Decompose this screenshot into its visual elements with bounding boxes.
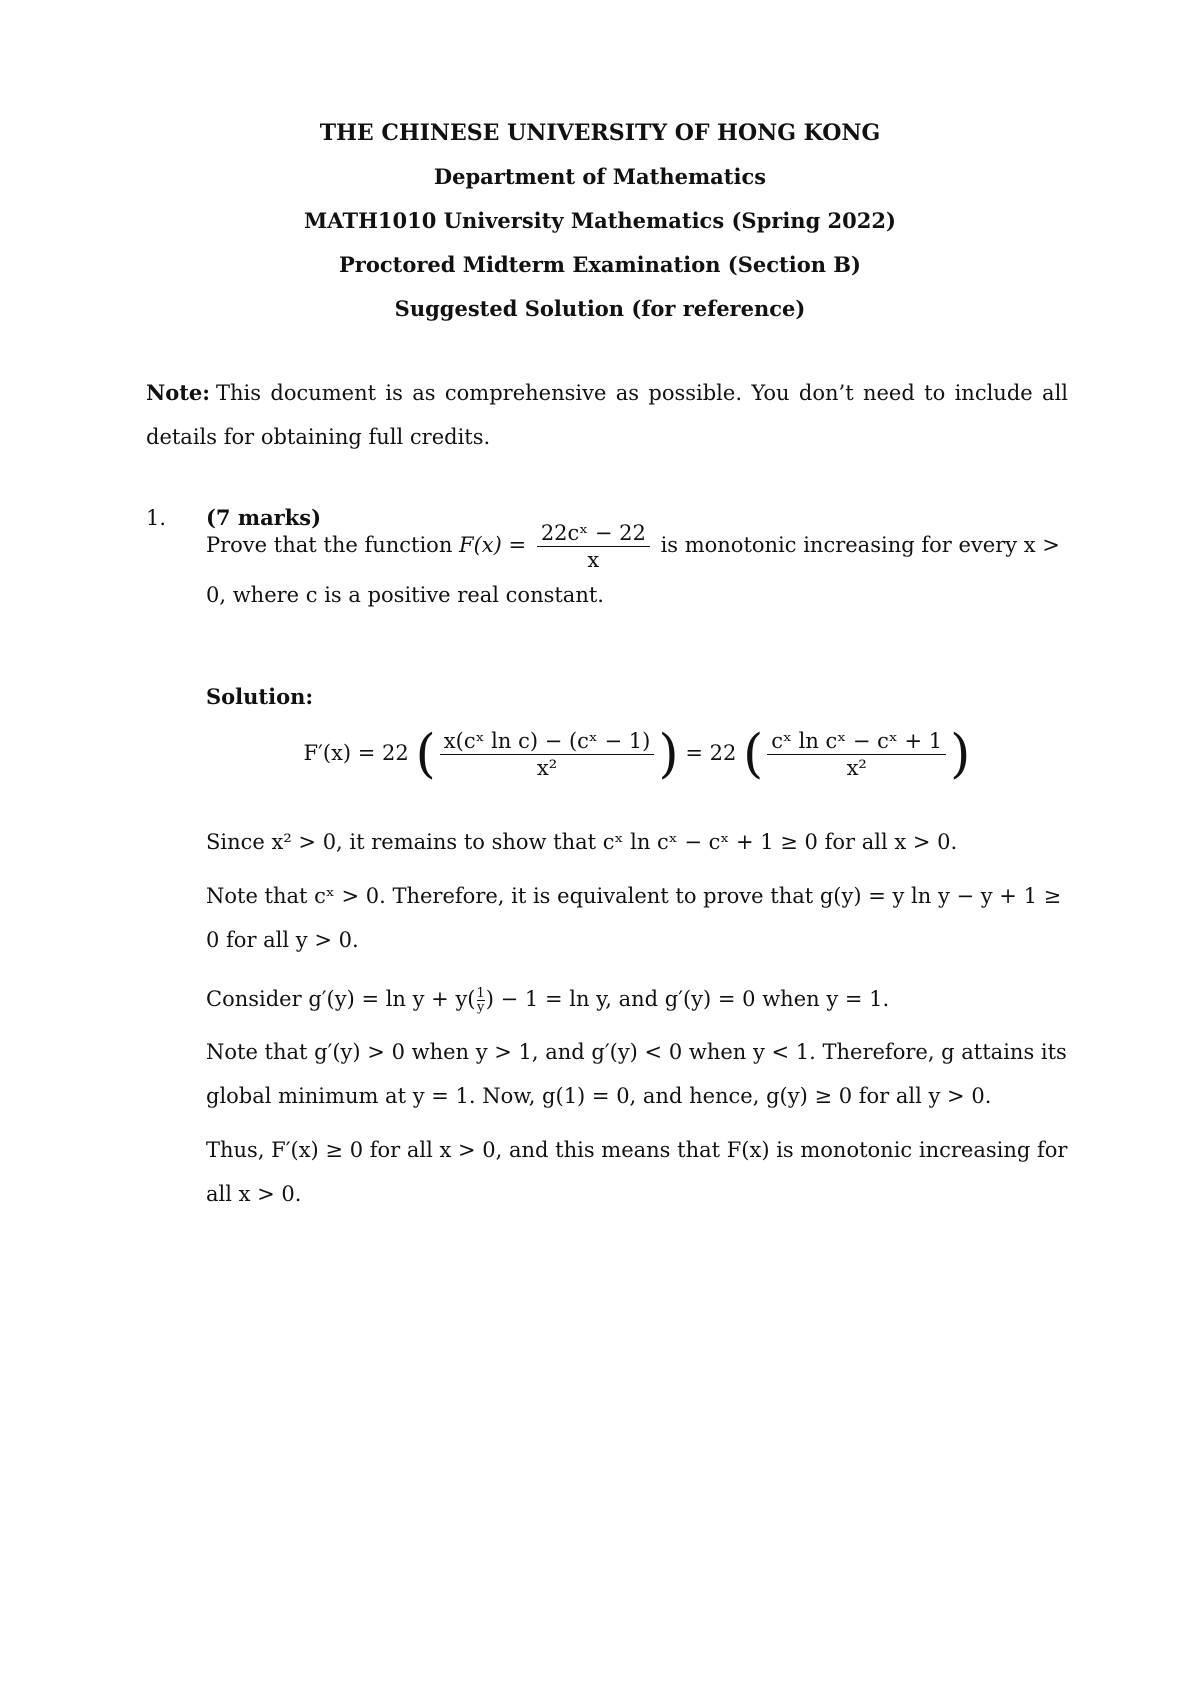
question-marks: (7 marks) [206, 505, 322, 530]
solution-step-5: Thus, F′(x) ≥ 0 for all x > 0, and this means that F(x) is monotonic increasing for all x > 0. [206, 1138, 1068, 1206]
question-1-statement [206, 520, 1068, 617]
left-paren: ( [743, 724, 764, 785]
solution-step-4: Note that g′(y) > 0 when y > 1, and g′(y) < 0 when y < 1. Therefore, g attains its global minimum at y = 1. Now, g(1) = 0, and hence, g(y) ≥ 0 for all y > 0. [206, 1040, 1067, 1108]
fraction-2-denominator: x² [846, 756, 867, 780]
derivative-fraction-1 [440, 728, 655, 781]
exam-title: Proctored Midterm Examination (Section B) [338, 252, 861, 277]
derivative-fraction-2 [767, 728, 946, 781]
derivative-mid: = 22 [685, 741, 737, 765]
note-paragraph [146, 371, 1068, 459]
fraction-2-numerator: cˣ ln cˣ − cˣ + 1 [767, 728, 946, 755]
question-number: 1. [146, 506, 167, 530]
statement-suffix: is monotonic increasing for every x > 0, where c is a positive real constant. [206, 533, 1060, 607]
step-3-suffix: ) − 1 = ln y, and g′(y) = 0 when y = 1. [485, 987, 890, 1011]
solution-step-2: Note that cˣ > 0. Therefore, it is equivalent to prove that g(y) = y ln y − y + 1 ≥ 0 for all y > 0. [206, 884, 1062, 952]
solution-step-1: Since x² > 0, it remains to show that cˣ ln cˣ − cˣ + 1 ≥ 0 for all x > 0. [206, 830, 958, 854]
left-paren: ( [415, 724, 436, 785]
function-lhs: F(x) = [459, 533, 527, 557]
department-name: Department of Mathematics [433, 164, 767, 189]
derivative-equation [206, 724, 1068, 785]
university-name: THE CHINESE UNIVERSITY OF HONG KONG [319, 120, 881, 146]
step-3-fraction-denominator: y [476, 1000, 485, 1015]
solution-title: Suggested Solution (for reference) [394, 296, 806, 321]
document-header [0, 118, 1200, 338]
step-3-prefix: Consider g′(y) = ln y + y( [206, 987, 476, 1011]
note-label: Note: [146, 380, 211, 405]
fraction-1-denominator: x² [536, 756, 558, 780]
solution-heading: Solution: [206, 684, 314, 709]
right-paren: ) [950, 724, 971, 785]
step-3-fraction [477, 987, 485, 1014]
right-paren: ) [658, 724, 679, 785]
function-denominator: x [587, 548, 600, 572]
step-3-fraction-numerator: 1 [476, 986, 485, 1001]
function-fraction [537, 520, 650, 573]
solution-step-3 [206, 977, 1068, 1021]
note-text: This document is as comprehensive as possible. You don’t need to include all details for obtaining full credits. [146, 381, 1068, 449]
derivative-lhs: F′(x) = 22 [303, 741, 409, 765]
course-title: MATH1010 University Mathematics (Spring 2022) [304, 208, 896, 233]
fraction-1-numerator: x(cˣ ln c) − (cˣ − 1) [440, 728, 655, 755]
statement-prefix: Prove that the function [206, 533, 453, 557]
function-numerator: 22cˣ − 22 [537, 520, 650, 547]
